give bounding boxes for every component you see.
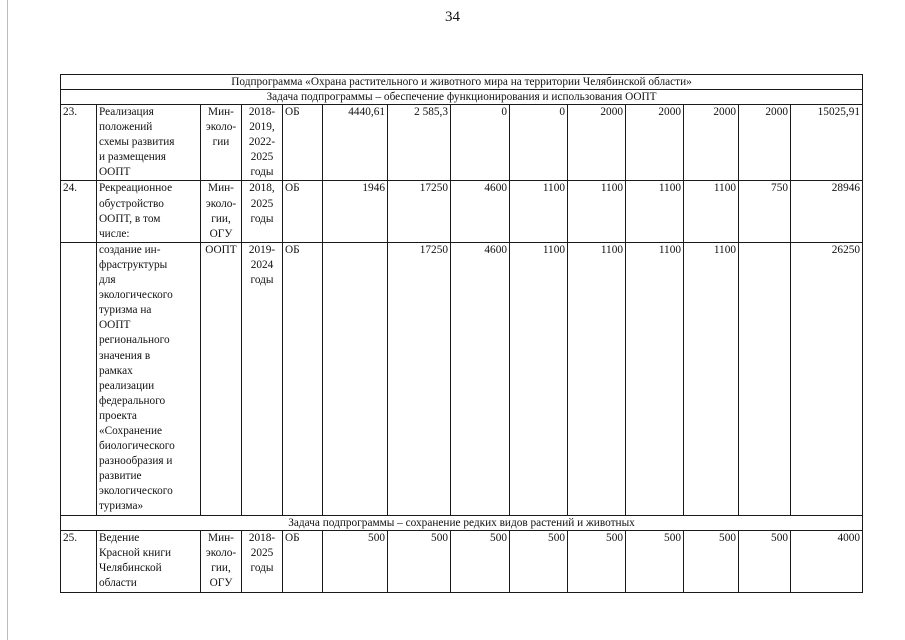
value-cell: 1100	[568, 181, 626, 242]
funding-source: ОБ	[283, 530, 323, 592]
value-cell: 500	[388, 530, 451, 592]
value-cell: 500	[626, 530, 684, 592]
value-cell: 2 585,3	[388, 105, 451, 181]
funding-source: ОБ	[283, 181, 323, 242]
value-cell: 750	[739, 181, 791, 242]
value-cell: 500	[684, 530, 739, 592]
activity-name: Реализация положений схемы развития и размещения ООПТ	[99, 106, 175, 179]
scan-edge-line	[7, 0, 8, 640]
funding-source: ОБ	[283, 105, 323, 181]
value-cell: 1946	[323, 181, 388, 242]
value-cell: 4600	[451, 242, 510, 515]
value-cell: 17250	[388, 181, 451, 242]
table-row	[61, 530, 863, 592]
value-cell: 1100	[626, 181, 684, 242]
value-cell: 17250	[388, 242, 451, 515]
value-cell: 500	[451, 530, 510, 592]
activity-name: Ведение Красной книги Челябинской области	[99, 531, 172, 589]
page-number: 34	[445, 9, 460, 25]
row-number: 25.	[61, 530, 97, 592]
subprogram-header: Подпрограмма «Охрана растительного и животного мира на территории Челябинской области»	[61, 75, 863, 90]
value-cell: 4600	[451, 181, 510, 242]
total-cell: 28946	[791, 181, 863, 242]
value-cell: 500	[568, 530, 626, 592]
total-cell: 4000	[791, 530, 863, 592]
executor: Мин- эколо- гии, ОГУ	[205, 182, 237, 240]
program-table	[60, 74, 863, 593]
value-cell: 1100	[684, 242, 739, 515]
value-cell: 2000	[626, 105, 684, 181]
executor: ООПТ	[205, 243, 237, 256]
value-cell: 1100	[568, 242, 626, 515]
total-cell: 15025,91	[791, 105, 863, 181]
value-cell: 2000	[568, 105, 626, 181]
value-cell: 4440,61	[323, 105, 388, 181]
value-cell: 500	[323, 530, 388, 592]
row-number	[61, 242, 97, 515]
term: 2018- 2025 годы	[248, 531, 276, 574]
value-cell: 0	[451, 105, 510, 181]
activity-name: создание ин- фраструктуры для экологического туризма на ООПТ регионального значения в рамках реализации федерального проекта «Сохранение биологического разнообразия и развитие экологического туризма»	[99, 243, 175, 513]
value-cell	[323, 242, 388, 515]
value-cell: 1100	[684, 181, 739, 242]
term: 2018, 2025 годы	[249, 182, 275, 225]
row-number: 24.	[61, 181, 97, 242]
task-header: Задача подпрограммы – сохранение редких видов растений и животных	[61, 515, 863, 530]
value-cell	[739, 242, 791, 515]
table-row	[61, 242, 863, 515]
total-cell: 26250	[791, 242, 863, 515]
value-cell: 2000	[684, 105, 739, 181]
value-cell: 1100	[510, 181, 568, 242]
task-header: Задача подпрограммы – обеспечение функционирования и использования ООПТ	[61, 90, 863, 105]
value-cell: 1100	[510, 242, 568, 515]
table-row	[61, 105, 863, 181]
activity-name: Рекреационное обустройство ООПТ, в том числе:	[99, 182, 173, 240]
value-cell: 500	[510, 530, 568, 592]
executor: Мин- эколо- гии	[205, 106, 237, 149]
funding-source: ОБ	[283, 242, 323, 515]
value-cell: 0	[510, 105, 568, 181]
row-number: 23.	[61, 105, 97, 181]
value-cell: 500	[739, 530, 791, 592]
executor: Мин- эколо- гии, ОГУ	[205, 531, 237, 589]
term: 2019- 2024 годы	[248, 243, 276, 287]
value-cell: 1100	[626, 242, 684, 515]
term: 2018- 2019, 2022- 2025 годы	[248, 106, 276, 179]
value-cell: 2000	[739, 105, 791, 181]
table-row	[61, 181, 863, 242]
